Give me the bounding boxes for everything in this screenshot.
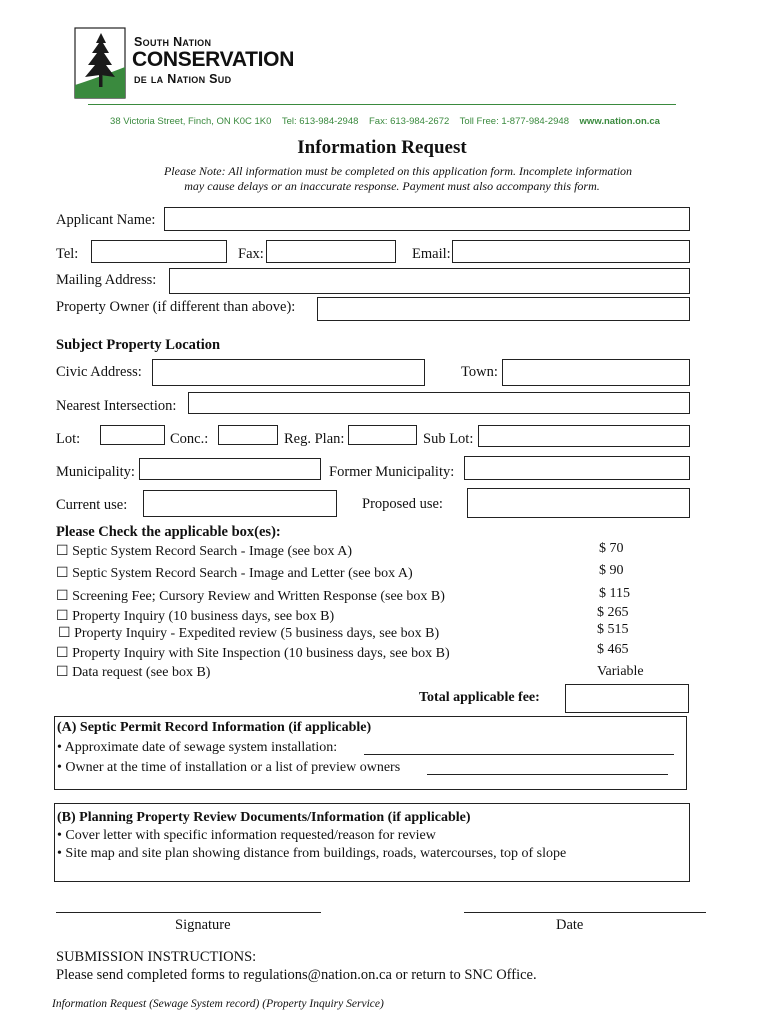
nearest-intersection-field[interactable] — [188, 392, 690, 414]
tel-label: Tel: — [56, 246, 79, 262]
org-name-line1: South Nation — [134, 35, 212, 49]
signature-line[interactable] — [56, 898, 321, 913]
fee-item-label: Property Inquiry with Site Inspection (10 business days, see box B) — [72, 646, 450, 661]
checkbox-icon[interactable]: ☐ — [56, 646, 69, 661]
proposed-use-field[interactable] — [467, 488, 690, 518]
fee-item-amount: $ 90 — [599, 563, 624, 578]
former-municipality-field[interactable] — [464, 456, 690, 480]
contact-address: 38 Victoria Street, Finch, ON K0C 1K0 — [110, 116, 272, 127]
town-field[interactable] — [502, 359, 690, 386]
box-a-heading: (A) Septic Permit Record Information (if applicable) — [57, 720, 372, 735]
property-owner-field[interactable] — [317, 297, 690, 321]
lot-label: Lot: — [56, 431, 81, 447]
fee-item-5[interactable] — [58, 625, 439, 642]
checkbox-icon[interactable]: ☐ — [56, 544, 69, 559]
email-field[interactable] — [452, 240, 690, 263]
town-label: Town: — [461, 364, 498, 380]
checkbox-icon[interactable]: ☐ — [58, 626, 71, 641]
mailing-address-label: Mailing Address: — [56, 272, 157, 288]
tree-logo-icon — [74, 27, 126, 99]
applicant-name-label: Applicant Name: — [56, 212, 156, 228]
current-use-field[interactable] — [143, 490, 337, 517]
contact-tel: Tel: 613-984-2948 — [281, 116, 359, 127]
applicant-name-field[interactable] — [164, 207, 690, 231]
municipality-label: Municipality: — [56, 464, 135, 480]
tel-field[interactable] — [91, 240, 227, 263]
fee-item-label: Data request (see box B) — [72, 665, 211, 680]
page-title: Information Request — [297, 137, 467, 158]
fee-item-amount: Variable — [597, 664, 644, 679]
box-b-heading: (B) Planning Property Review Documents/Information (if applicable) — [57, 810, 471, 825]
note-line2: may cause delays or an inaccurate response. Payment must also accompany this form. — [184, 179, 600, 193]
fee-item-amount: $ 70 — [599, 541, 624, 556]
box-a — [54, 716, 687, 790]
fee-item-label: Septic System Record Search - Image (see box A) — [72, 544, 352, 559]
mailing-address-field[interactable] — [169, 268, 690, 294]
box-b-line2: • Site map and site plan showing distance from buildings, roads, watercourses, top of slope — [57, 846, 567, 861]
checkbox-icon[interactable]: ☐ — [56, 609, 69, 624]
fee-item-amount: $ 465 — [597, 642, 629, 657]
fax-label: Fax: — [238, 246, 264, 262]
proposed-use-label: Proposed use: — [362, 496, 443, 512]
property-owner-label: Property Owner (if different than above): — [56, 299, 296, 315]
org-name-line3: de la Nation Sud — [134, 72, 232, 86]
note-line1: Please Note: All information must be completed on this application form. Incomplete information — [163, 164, 633, 178]
submission-heading: SUBMISSION INSTRUCTIONS: — [56, 949, 257, 965]
header-rule — [88, 104, 676, 105]
fee-item-label: Property Inquiry (10 business days, see box B) — [72, 609, 335, 624]
fee-item-amount: $ 265 — [597, 605, 629, 620]
fee-item-4[interactable] — [56, 608, 334, 625]
sub-lot-field[interactable] — [478, 425, 690, 447]
fees-heading: Please Check the applicable box(es): — [56, 524, 281, 540]
previous-owners-field[interactable] — [427, 760, 668, 775]
fee-item-label: Screening Fee; Cursory Review and Written Response (see box B) — [72, 589, 445, 604]
contact-tollfree: Toll Free: 1-877-984-2948 — [459, 116, 569, 127]
logo — [74, 27, 304, 99]
former-municipality-label: Former Municipality: — [329, 464, 455, 480]
box-a-line1: • Approximate date of sewage system installation: — [57, 740, 338, 755]
checkbox-icon[interactable]: ☐ — [56, 566, 69, 581]
lot-field[interactable] — [100, 425, 165, 445]
fee-item-label: Property Inquiry - Expedited review (5 business days, see box B) — [74, 626, 440, 641]
fee-item-label: Septic System Record Search - Image and Letter (see box A) — [72, 566, 413, 581]
municipality-field[interactable] — [139, 458, 321, 480]
submission-text: Please send completed forms to regulations@nation.on.ca or return to SNC Office. — [56, 967, 537, 983]
conc-label: Conc.: — [170, 431, 209, 447]
reg-plan-field[interactable] — [348, 425, 417, 445]
fee-item-3[interactable] — [56, 588, 445, 605]
box-a-line2: • Owner at the time of installation or a list of preview owners — [57, 760, 401, 775]
civic-address-label: Civic Address: — [56, 364, 142, 380]
contact-fax: Fax: 613-984-2672 — [368, 116, 450, 127]
fax-field[interactable] — [266, 240, 396, 263]
nearest-intersection-label: Nearest Intersection: — [56, 398, 177, 414]
box-b — [54, 803, 690, 882]
date-line[interactable] — [464, 898, 706, 913]
date-label: Date — [556, 917, 584, 933]
total-fee-label: Total applicable fee: — [419, 690, 540, 705]
fee-item-7[interactable] — [56, 664, 210, 681]
current-use-label: Current use: — [56, 497, 128, 513]
subject-property-heading: Subject Property Location — [56, 337, 221, 353]
footer-text: Information Request (Sewage System record) (Property Inquiry Service) — [52, 998, 384, 1010]
box-b-line1: • Cover letter with specific information requested/reason for review — [57, 828, 436, 843]
installation-date-field[interactable] — [364, 740, 674, 755]
fee-item-amount: $ 115 — [599, 586, 630, 601]
total-fee-field[interactable] — [565, 684, 689, 713]
sub-lot-label: Sub Lot: — [423, 431, 474, 447]
org-name-line2: CONSERVATION — [132, 48, 295, 71]
signature-label: Signature — [175, 917, 231, 933]
contact-website-link[interactable]: www.nation.on.ca — [579, 116, 660, 127]
email-label: Email: — [412, 246, 451, 262]
civic-address-field[interactable] — [152, 359, 425, 386]
reg-plan-label: Reg. Plan: — [284, 431, 345, 447]
checkbox-icon[interactable]: ☐ — [56, 589, 69, 604]
fee-item-amount: $ 515 — [597, 622, 629, 637]
fee-item-1[interactable] — [56, 543, 352, 560]
fee-item-2[interactable] — [56, 565, 413, 582]
conc-field[interactable] — [218, 425, 278, 445]
checkbox-icon[interactable]: ☐ — [56, 665, 69, 680]
fee-item-6[interactable] — [56, 645, 450, 662]
contact-line — [0, 116, 770, 127]
